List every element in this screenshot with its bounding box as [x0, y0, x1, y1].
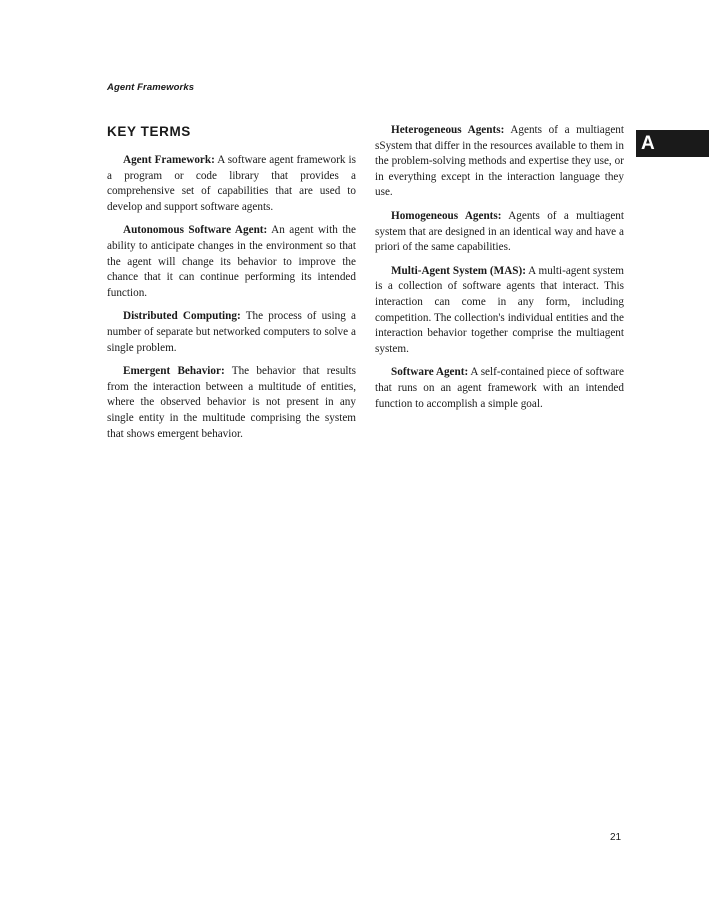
glossary-entry: [107, 153, 356, 215]
section-tab: A: [636, 130, 709, 157]
glossary-entry: [375, 264, 624, 358]
glossary-definition: A software agent framework is a program or code library that provides a comprehensive set of capabilities that are used to develop and support software agents.: [107, 154, 356, 213]
glossary-entry: [107, 223, 356, 301]
section-title: KEY TERMS: [107, 124, 191, 139]
glossary-definition: Agents of a multiagent sSystem that differ in the resources available to them in the problem-solving methods and expertise they use, or in everything except in the interaction language they use.: [375, 124, 624, 199]
page-number: 21: [610, 832, 622, 843]
glossary-term: Autonomous Software Agent:: [123, 224, 268, 237]
glossary-definition: An agent with the ability to anticipate changes in the environment so that the agent will change its behavior to improve the chance that it can continue performing its intended function.: [107, 224, 356, 299]
glossary-entry: [375, 365, 624, 412]
glossary-entry: [107, 309, 356, 356]
glossary-definition: A self-contained piece of software that runs on an agent framework with an intended function to accomplish a simple goal.: [375, 366, 624, 410]
glossary-term: Multi-Agent System (MAS):: [391, 264, 526, 277]
glossary-term: Emergent Behavior:: [123, 365, 225, 378]
glossary-term: Agent Framework:: [123, 154, 215, 166]
glossary-entry: [107, 364, 356, 442]
glossary-definition: The behavior that results from the interaction between a multitude of entities, where the observed behavior is not present in any single entity in the multitude comprising the system that shows emergent behavior.: [107, 365, 356, 440]
glossary-definition: Agents of a multiagent system that are designed in an identical way and have a priori of the same capabilities.: [375, 209, 624, 254]
glossary-term: Distributed Computing:: [123, 310, 241, 323]
glossary-term: Homogeneous Agents:: [391, 209, 502, 222]
glossary-definition: The process of using a number of separate but networked computers to solve a single problem.: [107, 310, 356, 354]
left-column: [107, 123, 356, 450]
running-head: Agent Frameworks: [107, 82, 195, 93]
glossary-entry: [375, 209, 624, 256]
glossary-definition: A multi-agent system is a collection of software agents that interact. This interaction can come in any form, including competition. The collection's individual entities and the interaction behavior together comprise the multiagent system.: [375, 264, 624, 355]
glossary-entry: [375, 123, 624, 201]
glossary-term: Heterogeneous Agents:: [391, 124, 505, 136]
right-column: [375, 123, 624, 420]
glossary-term: Software Agent:: [391, 366, 469, 379]
